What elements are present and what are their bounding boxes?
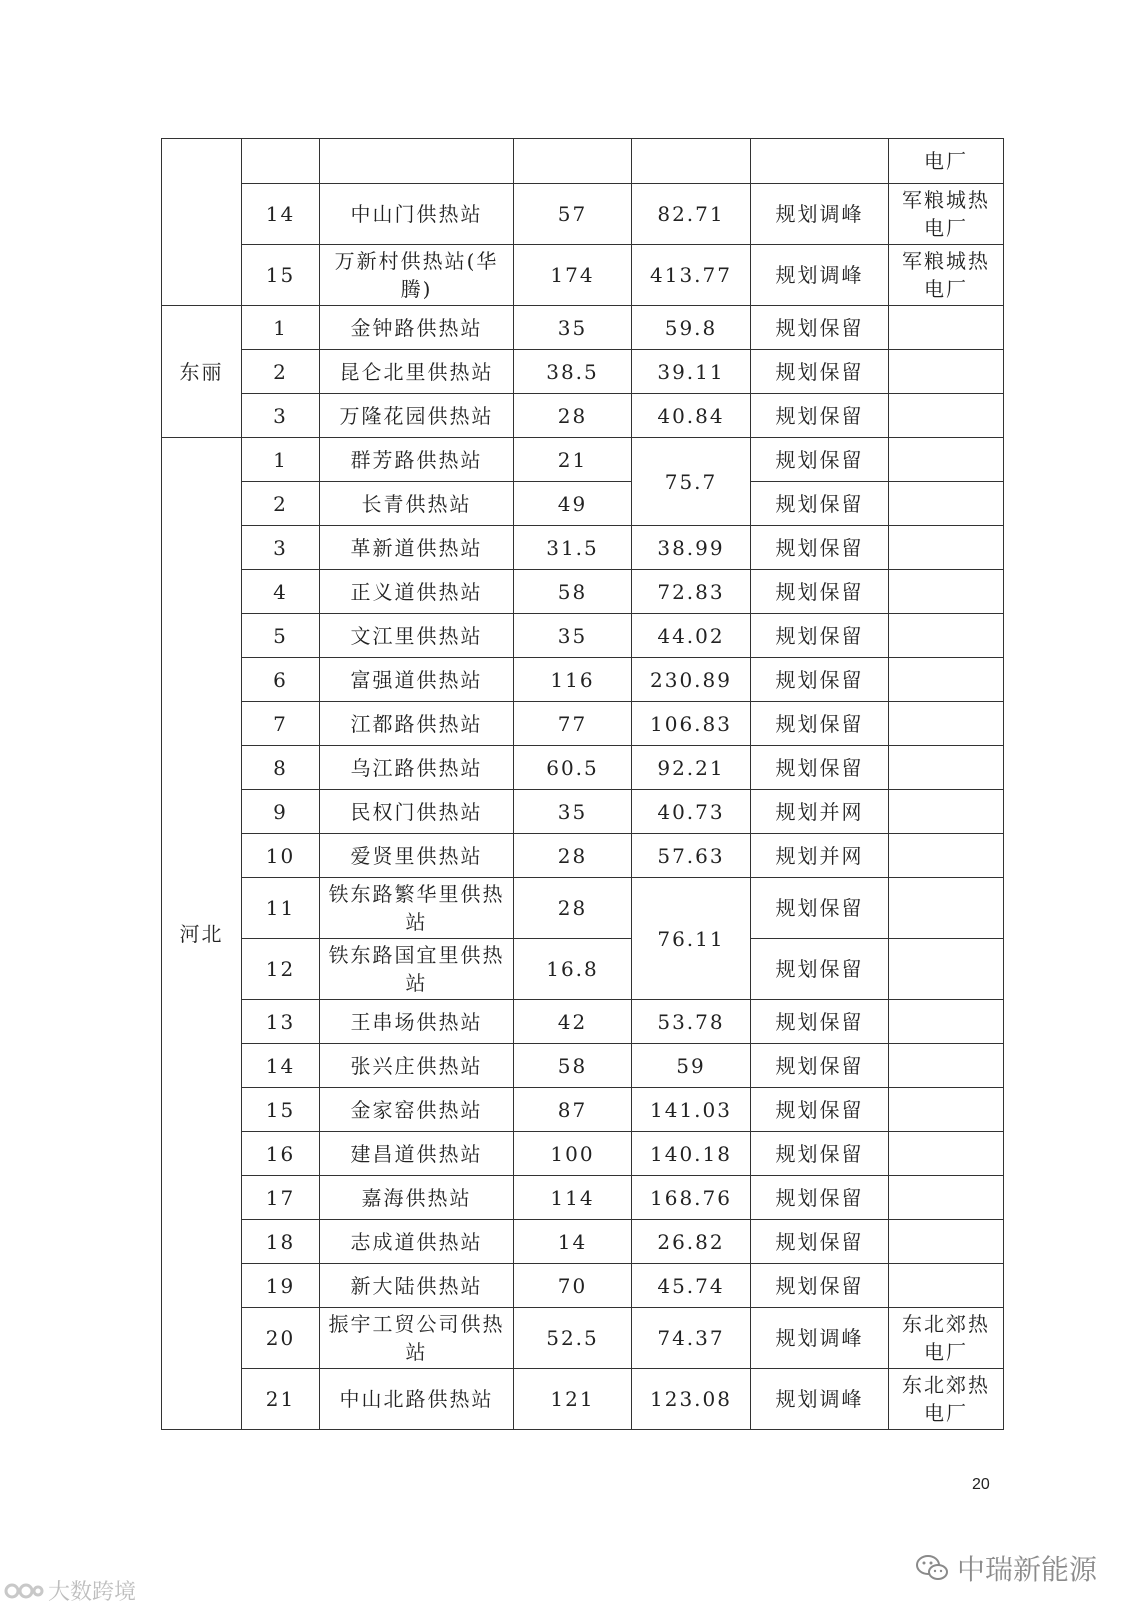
plan-cell: 规划保留 <box>751 1132 889 1176</box>
no-cell: 16 <box>242 1132 320 1176</box>
no-cell: 15 <box>242 1088 320 1132</box>
area-cell: 44.02 <box>632 614 751 658</box>
note-cell <box>889 482 1004 526</box>
table-row <box>162 658 1004 702</box>
capacity-cell: 42 <box>514 1000 632 1044</box>
table-row <box>162 526 1004 570</box>
note-cell <box>889 1220 1004 1264</box>
capacity-cell: 49 <box>514 482 632 526</box>
note-cell: 军粮城热电厂 <box>889 245 1004 306</box>
name-cell: 张兴庄供热站 <box>320 1044 514 1088</box>
capacity-cell: 121 <box>514 1369 632 1430</box>
name-cell: 中山门供热站 <box>320 184 514 245</box>
note-cell: 电厂 <box>889 139 1004 184</box>
no-cell: 3 <box>242 526 320 570</box>
no-cell: 15 <box>242 245 320 306</box>
no-cell: 19 <box>242 1264 320 1308</box>
no-cell: 2 <box>242 482 320 526</box>
no-cell: 14 <box>242 1044 320 1088</box>
page-number: 20 <box>972 1476 990 1493</box>
name-cell: 乌江路供热站 <box>320 746 514 790</box>
no-cell: 1 <box>242 438 320 482</box>
note-cell <box>889 350 1004 394</box>
no-cell: 14 <box>242 184 320 245</box>
no-cell: 11 <box>242 878 320 939</box>
plan-cell: 规划并网 <box>751 790 889 834</box>
area-cell: 82.71 <box>632 184 751 245</box>
table-row <box>162 438 1004 482</box>
capacity-cell: 28 <box>514 394 632 438</box>
name-cell: 万隆花园供热站 <box>320 394 514 438</box>
capacity-cell: 87 <box>514 1088 632 1132</box>
table-row <box>162 878 1004 939</box>
plan-cell: 规划保留 <box>751 878 889 939</box>
table-row <box>162 702 1004 746</box>
area-cell: 39.11 <box>632 350 751 394</box>
name-cell: 革新道供热站 <box>320 526 514 570</box>
no-cell: 5 <box>242 614 320 658</box>
plan-cell: 规划保留 <box>751 746 889 790</box>
plan-cell: 规划保留 <box>751 1176 889 1220</box>
area-cell: 230.89 <box>632 658 751 702</box>
heating-stations-table <box>161 138 1004 1430</box>
district-cell: 河北 <box>162 438 242 1430</box>
watermark-right-text: 中瑞新能源 <box>957 1553 1098 1586</box>
note-cell <box>889 746 1004 790</box>
name-cell: 民权门供热站 <box>320 790 514 834</box>
capacity-cell: 35 <box>514 306 632 350</box>
area-cell: 74.37 <box>632 1308 751 1369</box>
no-cell: 17 <box>242 1176 320 1220</box>
area-cell: 59 <box>632 1044 751 1088</box>
area-cell: 92.21 <box>632 746 751 790</box>
note-cell <box>889 614 1004 658</box>
plan-cell <box>751 139 889 184</box>
capacity-cell: 14 <box>514 1220 632 1264</box>
area-cell: 168.76 <box>632 1176 751 1220</box>
note-cell <box>889 438 1004 482</box>
note-cell <box>889 658 1004 702</box>
plan-cell: 规划保留 <box>751 482 889 526</box>
capacity-cell: 174 <box>514 245 632 306</box>
area-cell: 53.78 <box>632 1000 751 1044</box>
no-cell: 21 <box>242 1369 320 1430</box>
plan-cell: 规划保留 <box>751 702 889 746</box>
plan-cell: 规划保留 <box>751 1088 889 1132</box>
name-cell: 嘉海供热站 <box>320 1176 514 1220</box>
name-cell: 新大陆供热站 <box>320 1264 514 1308</box>
area-cell: 26.82 <box>632 1220 751 1264</box>
capacity-cell: 31.5 <box>514 526 632 570</box>
no-cell: 6 <box>242 658 320 702</box>
capacity-cell: 35 <box>514 790 632 834</box>
area-cell: 76.11 <box>632 878 751 1000</box>
name-cell: 文江里供热站 <box>320 614 514 658</box>
name-cell: 爱贤里供热站 <box>320 834 514 878</box>
plan-cell: 规划保留 <box>751 1264 889 1308</box>
no-cell: 10 <box>242 834 320 878</box>
area-cell <box>632 139 751 184</box>
capacity-cell: 16.8 <box>514 939 632 1000</box>
table-row <box>162 350 1004 394</box>
plan-cell: 规划保留 <box>751 438 889 482</box>
name-cell: 振宇工贸公司供热站 <box>320 1308 514 1369</box>
table-row <box>162 834 1004 878</box>
plan-cell: 规划保留 <box>751 570 889 614</box>
capacity-cell: 60.5 <box>514 746 632 790</box>
watermark-left <box>4 1575 136 1606</box>
no-cell: 9 <box>242 790 320 834</box>
name-cell: 金钟路供热站 <box>320 306 514 350</box>
district-cell: 东丽 <box>162 306 242 438</box>
capacity-cell: 28 <box>514 878 632 939</box>
capacity-cell: 116 <box>514 658 632 702</box>
area-cell: 72.83 <box>632 570 751 614</box>
no-cell: 18 <box>242 1220 320 1264</box>
plan-cell: 规划调峰 <box>751 245 889 306</box>
capacity-cell: 58 <box>514 570 632 614</box>
name-cell: 建昌道供热站 <box>320 1132 514 1176</box>
capacity-cell <box>514 139 632 184</box>
name-cell: 万新村供热站(华腾) <box>320 245 514 306</box>
no-cell: 20 <box>242 1308 320 1369</box>
watermark-left-text: 大数跨境 <box>48 1580 137 1605</box>
no-cell: 13 <box>242 1000 320 1044</box>
note-cell <box>889 790 1004 834</box>
plan-cell: 规划保留 <box>751 394 889 438</box>
table-row <box>162 614 1004 658</box>
capacity-cell: 70 <box>514 1264 632 1308</box>
table-row <box>162 939 1004 1000</box>
no-cell: 2 <box>242 350 320 394</box>
capacity-cell: 58 <box>514 1044 632 1088</box>
note-cell <box>889 570 1004 614</box>
plan-cell: 规划保留 <box>751 350 889 394</box>
plan-cell: 规划并网 <box>751 834 889 878</box>
table-row <box>162 1000 1004 1044</box>
capacity-cell: 52.5 <box>514 1308 632 1369</box>
plan-cell: 规划调峰 <box>751 1369 889 1430</box>
plan-cell: 规划保留 <box>751 1000 889 1044</box>
note-cell <box>889 1088 1004 1132</box>
note-cell <box>889 1132 1004 1176</box>
plan-cell: 规划保留 <box>751 1220 889 1264</box>
capacity-cell: 57 <box>514 184 632 245</box>
table-row <box>162 482 1004 526</box>
no-cell: 7 <box>242 702 320 746</box>
note-cell <box>889 306 1004 350</box>
plan-cell: 规划保留 <box>751 939 889 1000</box>
capacity-cell: 100 <box>514 1132 632 1176</box>
table-row <box>162 1088 1004 1132</box>
plan-cell: 规划保留 <box>751 1044 889 1088</box>
capacity-cell: 38.5 <box>514 350 632 394</box>
table-row <box>162 1264 1004 1308</box>
note-cell <box>889 878 1004 939</box>
area-cell: 75.7 <box>632 438 751 526</box>
wechat-icon <box>915 1553 949 1583</box>
table-row <box>162 790 1004 834</box>
note-cell: 东北郊热电厂 <box>889 1369 1004 1430</box>
name-cell <box>320 139 514 184</box>
name-cell: 金家窑供热站 <box>320 1088 514 1132</box>
capacity-cell: 28 <box>514 834 632 878</box>
name-cell: 铁东路繁华里供热站 <box>320 878 514 939</box>
name-cell: 志成道供热站 <box>320 1220 514 1264</box>
area-cell: 40.84 <box>632 394 751 438</box>
table-row <box>162 1220 1004 1264</box>
area-cell: 45.74 <box>632 1264 751 1308</box>
table-row <box>162 1308 1004 1369</box>
note-cell <box>889 702 1004 746</box>
no-cell: 1 <box>242 306 320 350</box>
note-cell <box>889 1264 1004 1308</box>
area-cell: 413.77 <box>632 245 751 306</box>
name-cell: 群芳路供热站 <box>320 438 514 482</box>
plan-cell: 规划保留 <box>751 614 889 658</box>
note-cell <box>889 1176 1004 1220</box>
area-cell: 106.83 <box>632 702 751 746</box>
area-cell: 40.73 <box>632 790 751 834</box>
table-row <box>162 1369 1004 1430</box>
no-cell: 8 <box>242 746 320 790</box>
district-cell <box>162 139 242 306</box>
name-cell: 王串场供热站 <box>320 1000 514 1044</box>
table-row <box>162 394 1004 438</box>
table-row <box>162 1044 1004 1088</box>
table-row <box>162 184 1004 245</box>
note-cell <box>889 394 1004 438</box>
area-cell: 57.63 <box>632 834 751 878</box>
note-cell <box>889 834 1004 878</box>
no-cell <box>242 139 320 184</box>
table-row <box>162 1132 1004 1176</box>
name-cell: 富强道供热站 <box>320 658 514 702</box>
note-cell <box>889 526 1004 570</box>
plan-cell: 规划调峰 <box>751 1308 889 1369</box>
table-row <box>162 746 1004 790</box>
name-cell: 昆仑北里供热站 <box>320 350 514 394</box>
area-cell: 141.03 <box>632 1088 751 1132</box>
table-row <box>162 570 1004 614</box>
table-row <box>162 1176 1004 1220</box>
note-cell <box>889 1044 1004 1088</box>
dashuju-logo-icon <box>4 1578 44 1604</box>
no-cell: 12 <box>242 939 320 1000</box>
note-cell: 东北郊热电厂 <box>889 1308 1004 1369</box>
area-cell: 38.99 <box>632 526 751 570</box>
plan-cell: 规划调峰 <box>751 184 889 245</box>
table-row <box>162 245 1004 306</box>
note-cell <box>889 939 1004 1000</box>
area-cell: 140.18 <box>632 1132 751 1176</box>
name-cell: 正义道供热站 <box>320 570 514 614</box>
name-cell: 长青供热站 <box>320 482 514 526</box>
name-cell: 中山北路供热站 <box>320 1369 514 1430</box>
area-cell: 59.8 <box>632 306 751 350</box>
table-row <box>162 306 1004 350</box>
plan-cell: 规划保留 <box>751 306 889 350</box>
no-cell: 4 <box>242 570 320 614</box>
name-cell: 铁东路国宜里供热站 <box>320 939 514 1000</box>
capacity-cell: 77 <box>514 702 632 746</box>
plan-cell: 规划保留 <box>751 526 889 570</box>
capacity-cell: 21 <box>514 438 632 482</box>
capacity-cell: 114 <box>514 1176 632 1220</box>
plan-cell: 规划保留 <box>751 658 889 702</box>
name-cell: 江都路供热站 <box>320 702 514 746</box>
capacity-cell: 35 <box>514 614 632 658</box>
table-row <box>162 139 1004 184</box>
note-cell <box>889 1000 1004 1044</box>
area-cell: 123.08 <box>632 1369 751 1430</box>
watermark-right <box>915 1548 1097 1588</box>
no-cell: 3 <box>242 394 320 438</box>
note-cell: 军粮城热电厂 <box>889 184 1004 245</box>
